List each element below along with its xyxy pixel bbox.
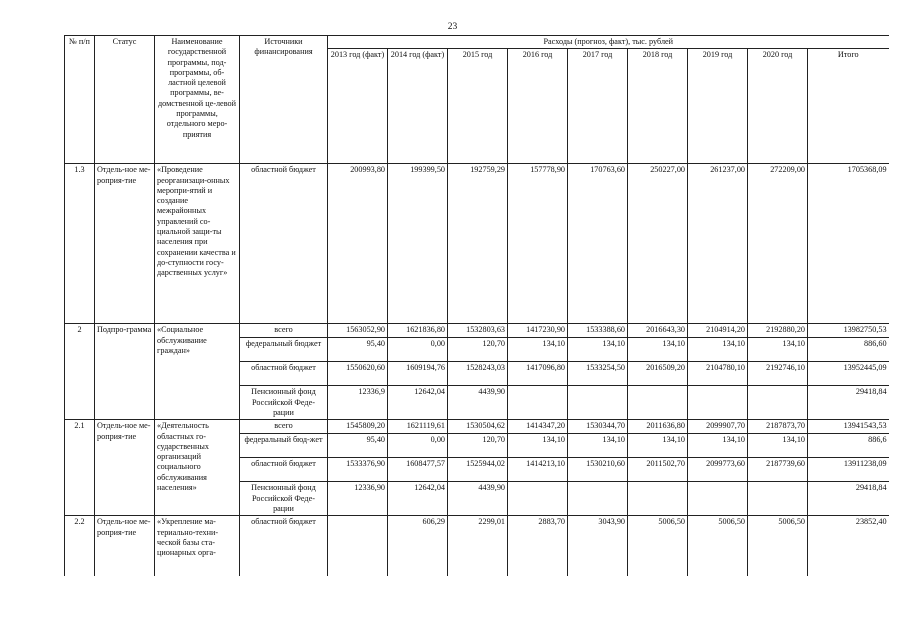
row-source: всего: [240, 420, 328, 434]
row-value: 1621836,80: [388, 324, 448, 338]
table-row: [65, 420, 889, 434]
row-num: 2: [65, 324, 95, 420]
row-value: 272209,00: [748, 164, 808, 324]
row-total: 886,60: [808, 338, 889, 362]
row-value: 12642,04: [388, 386, 448, 420]
row-value: 0,00: [388, 434, 448, 458]
row-value: 1533254,50: [568, 362, 628, 386]
header-year: 2015 год: [448, 49, 508, 164]
row-value: 134,10: [568, 338, 628, 362]
row-value: 134,10: [688, 434, 748, 458]
row-value: 2104780,10: [688, 362, 748, 386]
row-name: «Социальное обслуживание граждан»: [155, 324, 240, 420]
row-value: 120,70: [448, 338, 508, 362]
row-value: 2099773,60: [688, 458, 748, 482]
header-status: Статус: [95, 36, 155, 164]
row-value: 95,40: [328, 338, 388, 362]
row-source: областной бюджет: [240, 458, 328, 482]
row-value: 1530210,60: [568, 458, 628, 482]
row-name: «Укрепление ма-териально-техни-ческой базы ста-ционарных орга-: [155, 516, 240, 576]
row-total: 29418,84: [808, 386, 889, 420]
row-value: 1608477,57: [388, 458, 448, 482]
header-year: 2019 год: [688, 49, 748, 164]
row-value: 2016643,30: [628, 324, 688, 338]
row-value: 606,29: [388, 516, 448, 576]
row-total: 13952445,09: [808, 362, 889, 386]
row-source: Пенсионный фонд Российской Феде-рации: [240, 482, 328, 516]
row-value: [748, 386, 808, 420]
row-total: 886,6: [808, 434, 889, 458]
row-value: 95,40: [328, 434, 388, 458]
row-value: 120,70: [448, 434, 508, 458]
row-value: 2192880,20: [748, 324, 808, 338]
row-value: 5006,50: [628, 516, 688, 576]
row-source: Пенсионный фонд Российской Феде-рации: [240, 386, 328, 420]
row-value: 2192746,10: [748, 362, 808, 386]
row-total: 29418,84: [808, 482, 889, 516]
row-value: 134,10: [508, 338, 568, 362]
row-value: 1414347,20: [508, 420, 568, 434]
row-value: 1417096,80: [508, 362, 568, 386]
row-source: федеральный бюджет: [240, 338, 328, 362]
row-total: 13982750,53: [808, 324, 889, 338]
row-value: 2016509,20: [628, 362, 688, 386]
row-value: 4439,90: [448, 482, 508, 516]
row-value: [508, 482, 568, 516]
row-status: Отдель-ное ме-роприя-тие: [95, 420, 155, 516]
row-source: всего: [240, 324, 328, 338]
row-value: 5006,50: [748, 516, 808, 576]
row-value: 2011502,70: [628, 458, 688, 482]
row-value: [628, 386, 688, 420]
row-value: [568, 386, 628, 420]
header-num: № п/п: [65, 36, 95, 164]
row-value: 2299,01: [448, 516, 508, 576]
header-year: 2013 год (факт): [328, 49, 388, 164]
row-value: 0,00: [388, 338, 448, 362]
header-name: Наименование государственной программы, под-программы, об-ластной целевой программы, ве-домственной це-левой программы, отдельного меро-приятия: [155, 36, 240, 164]
row-source: областной бюджет: [240, 164, 328, 324]
row-value: 1609194,76: [388, 362, 448, 386]
header-year: 2017 год: [568, 49, 628, 164]
row-value: 12336,9: [328, 386, 388, 420]
row-value: 1525944,02: [448, 458, 508, 482]
row-source: федеральный бюд-жет: [240, 434, 328, 458]
row-value: 1414213,10: [508, 458, 568, 482]
row-value: 3043,90: [568, 516, 628, 576]
row-value: 134,10: [688, 338, 748, 362]
row-value: 5006,50: [688, 516, 748, 576]
row-status: Подпро-грамма: [95, 324, 155, 420]
row-value: 250227,00: [628, 164, 688, 324]
row-value: 2104914,20: [688, 324, 748, 338]
row-value: 200993,80: [328, 164, 388, 324]
row-total: 1705368,09: [808, 164, 889, 324]
row-value: 12336,90: [328, 482, 388, 516]
row-total: 13911238,09: [808, 458, 889, 482]
row-value: 1533376,90: [328, 458, 388, 482]
row-value: 134,10: [748, 434, 808, 458]
row-value: 1563052,90: [328, 324, 388, 338]
row-value: 1530344,70: [568, 420, 628, 434]
header-year: 2016 год: [508, 49, 568, 164]
row-status: Отдель-ное ме-роприя-тие: [95, 516, 155, 576]
table-row: [65, 516, 889, 576]
row-value: 157778,90: [508, 164, 568, 324]
row-value: 134,10: [508, 434, 568, 458]
row-value: 1545809,20: [328, 420, 388, 434]
table-row: [65, 324, 889, 338]
header-year: 2014 год (факт): [388, 49, 448, 164]
row-value: 2187739,60: [748, 458, 808, 482]
row-value: [688, 386, 748, 420]
row-value: 1550620,60: [328, 362, 388, 386]
row-total: 23852,40: [808, 516, 889, 576]
table-header: [65, 36, 889, 164]
table-body: [65, 164, 889, 576]
budget-table: [64, 35, 889, 576]
row-value: 261237,00: [688, 164, 748, 324]
row-value: [748, 482, 808, 516]
row-value: 170763,60: [568, 164, 628, 324]
row-source: областной бюджет: [240, 516, 328, 576]
row-value: [688, 482, 748, 516]
row-name: «Проведение реорганизаци-онных меропри-ятий и создание межрайонных управлений со-циальной защи-ты населения при сохранении качества и до-ступности госу-дарственных услуг»: [155, 164, 240, 324]
row-value: 134,10: [628, 338, 688, 362]
row-total: 13941543,53: [808, 420, 889, 434]
row-status: Отдель-ное ме-роприя-тие: [95, 164, 155, 324]
header-year: 2020 год: [748, 49, 808, 164]
row-num: 2.2: [65, 516, 95, 576]
row-value: 134,10: [628, 434, 688, 458]
row-value: 134,10: [748, 338, 808, 362]
row-value: [628, 482, 688, 516]
row-value: [328, 516, 388, 576]
row-value: 199399,50: [388, 164, 448, 324]
row-value: 1533388,60: [568, 324, 628, 338]
row-value: 2099907,70: [688, 420, 748, 434]
header-year: 2018 год: [628, 49, 688, 164]
row-value: 12642,04: [388, 482, 448, 516]
row-value: 1528243,03: [448, 362, 508, 386]
row-value: [508, 386, 568, 420]
row-value: 1532803,63: [448, 324, 508, 338]
row-name: «Деятельность областных го-сударственных организаций социального обслуживания населения»: [155, 420, 240, 516]
row-num: 2.1: [65, 420, 95, 516]
row-value: 1530504,62: [448, 420, 508, 434]
row-value: 1417230,90: [508, 324, 568, 338]
row-value: 2883,70: [508, 516, 568, 576]
row-value: 4439,90: [448, 386, 508, 420]
table-row: [65, 164, 889, 324]
header-expenses: Расходы (прогноз, факт), тыс. рублей: [328, 36, 889, 49]
row-value: 2011636,80: [628, 420, 688, 434]
row-value: 192759,29: [448, 164, 508, 324]
row-value: [568, 482, 628, 516]
row-num: 1.3: [65, 164, 95, 324]
row-value: 1621119,61: [388, 420, 448, 434]
row-value: 134,10: [568, 434, 628, 458]
header-year: Итого: [808, 49, 889, 164]
page-number: 23: [447, 22, 458, 32]
header-source: Источники финансирования: [240, 36, 328, 164]
row-source: областной бюджет: [240, 362, 328, 386]
row-value: 2187873,70: [748, 420, 808, 434]
